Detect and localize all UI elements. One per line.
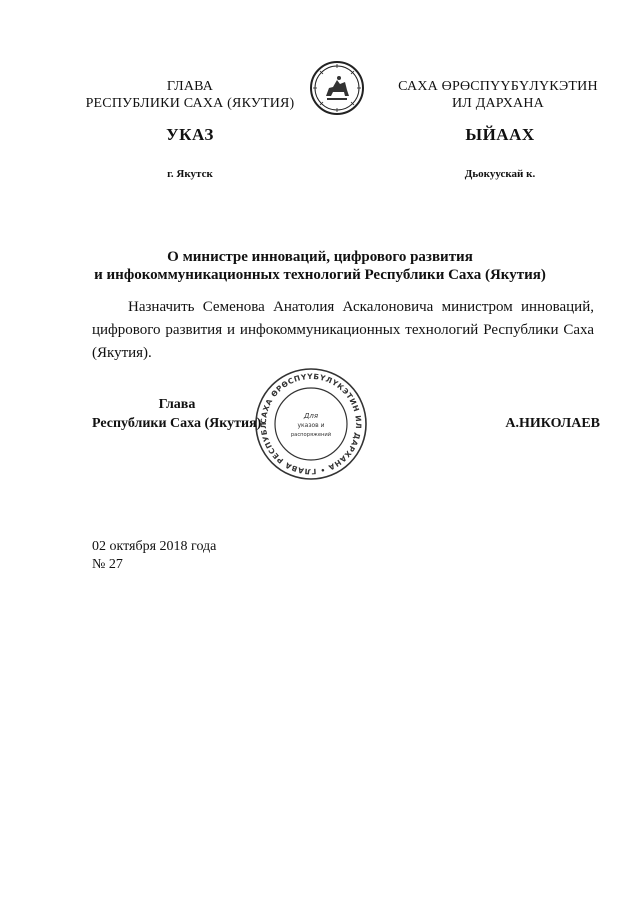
header-left-line2: РЕСПУБЛИКИ САХА (ЯКУТИЯ) — [85, 96, 295, 111]
decree-number: № 27 — [92, 557, 123, 572]
decree-title-sakha: ЫЙААХ — [465, 125, 535, 144]
header-left-line1: ГЛАВА — [166, 79, 214, 94]
decree-subject — [60, 248, 580, 284]
header-right-block — [388, 78, 608, 112]
signature-title-line1: Глава — [158, 397, 196, 412]
signature-title-line2: Республики Саха (Якутия) — [92, 416, 262, 431]
decree-date: 02 октября 2018 года — [92, 539, 217, 554]
decree-body-paragraph: Назначить Семенова Анатолия Аскалоновича министром инноваций, цифрового развития и инфокоммуникационных технологий Республики Саха (Якутия). — [92, 299, 594, 361]
header-left-block — [80, 78, 300, 112]
signatory-name: А.НИКОЛАЕВ — [505, 416, 600, 431]
seal-outer-text: САХА ӨРӨСПҮҮБҮЛҮКЭТИН ИЛ ДАРХАНА • ГЛАВА РЕСПУБЛ — [258, 371, 364, 477]
seal-center-line2: указов и — [297, 422, 325, 429]
decree-title-ru: УКАЗ — [166, 125, 214, 144]
city-sakha: Дьокуускай к. — [464, 168, 536, 180]
seal-center-line1: Для — [303, 412, 319, 420]
coat-of-arms-emblem — [309, 60, 365, 116]
subject-line2: и инфокоммуникационных технологий Республики Саха (Якутия) — [94, 267, 546, 283]
header-right-line2: ИЛ ДАРХАНА — [451, 96, 544, 111]
header-right-line1: САХА ӨРӨСПҮҮБҮЛҮКЭТИН — [398, 79, 598, 94]
city-ru: г. Якутск — [167, 168, 213, 180]
subject-line1: О министре инноваций, цифрового развития — [167, 249, 473, 265]
seal-center-line3: распоряжений — [290, 432, 332, 438]
